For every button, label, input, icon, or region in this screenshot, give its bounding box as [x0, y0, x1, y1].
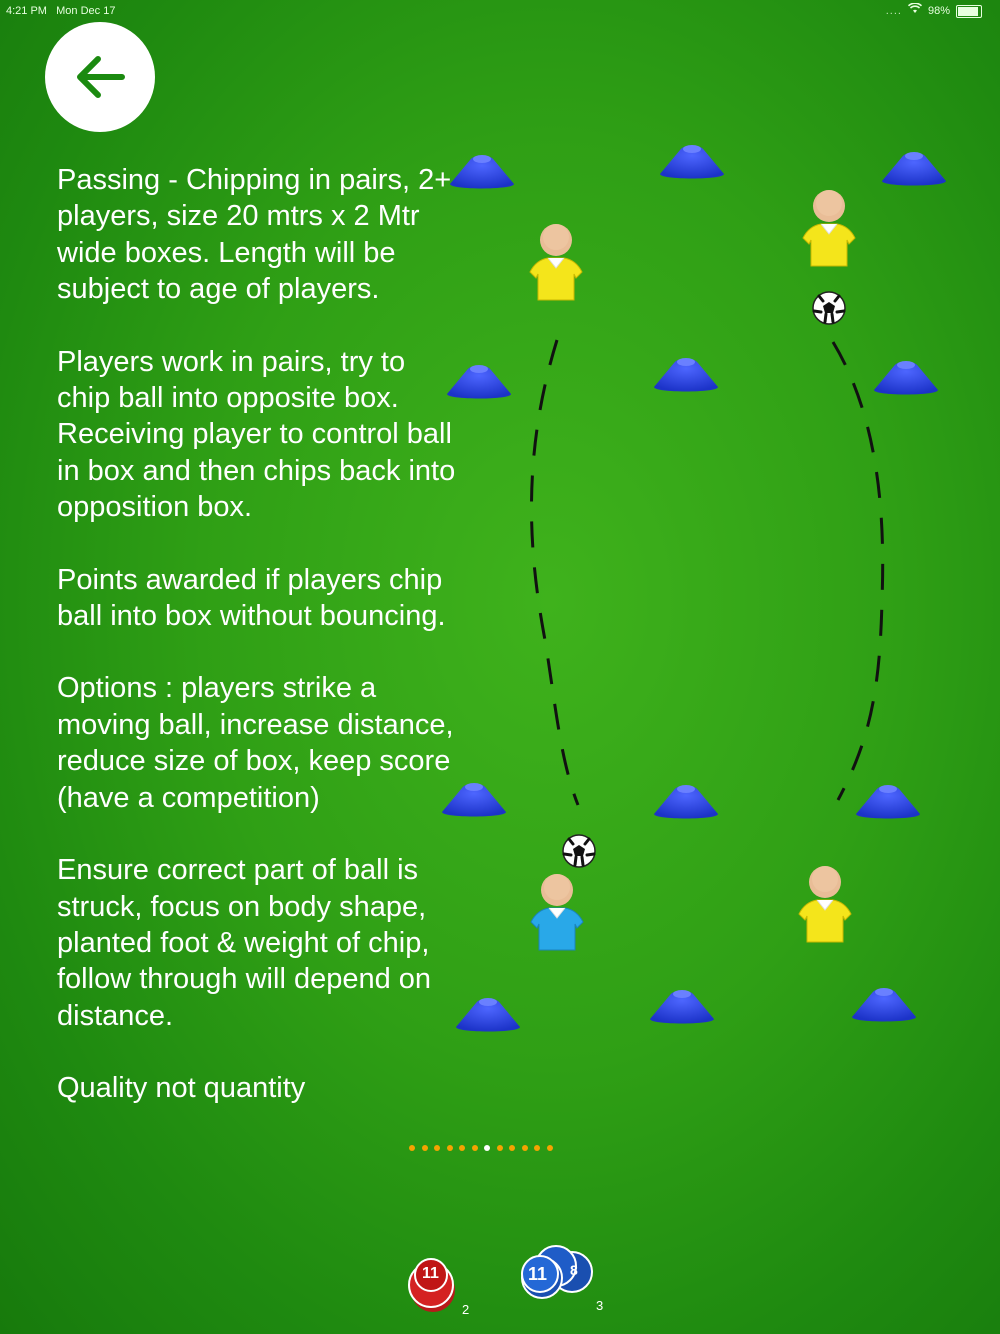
page-dot[interactable] — [447, 1145, 453, 1151]
cone-icon — [654, 358, 718, 392]
blue-token-number: 11 — [528, 1264, 548, 1284]
cone-icon — [450, 155, 514, 189]
instruction-play: Players work in pairs, try to chip ball into opposite box. Receiving player to control ball in box and then chips back into opposition box. — [57, 345, 456, 524]
page-dot[interactable] — [522, 1145, 528, 1151]
blue-token-label: 3 — [596, 1298, 604, 1313]
page-indicator[interactable] — [409, 1145, 553, 1151]
battery-percent: 98% — [927, 5, 950, 17]
soccer-ball-icon — [813, 292, 845, 324]
soccer-ball-icon — [563, 835, 595, 867]
pass-path-left — [531, 340, 578, 805]
instruction-options: Options : players strike a moving ball, increase distance, reduce size of box, keep score (have a competition) — [57, 672, 454, 814]
page-dot[interactable] — [459, 1145, 465, 1151]
cone-icon — [660, 145, 724, 179]
page-dot[interactable] — [472, 1145, 478, 1151]
cone-icon — [856, 785, 920, 819]
page-dot[interactable] — [497, 1145, 503, 1151]
red-token-label: 2 — [462, 1302, 470, 1317]
page-dot[interactable] — [484, 1145, 490, 1151]
blue-token-back-number: 8 — [570, 1262, 578, 1278]
page-dot[interactable] — [434, 1145, 440, 1151]
cone-icon — [442, 783, 506, 817]
blue-team-token[interactable] — [510, 1242, 610, 1322]
instruction-technique: Ensure correct part of ball is struck, focus on body shape, planted foot & weight of chip, follow through will depend on distance. — [57, 854, 432, 1032]
cone-icon — [874, 361, 938, 395]
cone-icon — [852, 988, 916, 1022]
cone-icon — [650, 990, 714, 1024]
page-dot[interactable] — [509, 1145, 515, 1151]
page-dot[interactable] — [547, 1145, 553, 1151]
cone-icon — [882, 152, 946, 186]
signal-icon: .... — [885, 5, 902, 17]
player-yellow-icon — [530, 224, 582, 300]
cone-icon — [654, 785, 718, 819]
pass-path-right — [833, 342, 883, 800]
instruction-quality: Quality not quantity — [57, 1072, 306, 1105]
cone-icon — [447, 365, 511, 399]
status-time: 4:21 PM Mon Dec 17 — [6, 5, 116, 17]
player-yellow-icon — [799, 866, 851, 942]
page-dot[interactable] — [534, 1145, 540, 1151]
page-dot[interactable] — [409, 1145, 415, 1151]
cone-icon — [456, 998, 520, 1032]
instruction-setup: Passing - Chipping in pairs, 2+ players, size 20 mtrs x 2 Mtr wide boxes. Length will be subject to age of players. — [57, 164, 452, 306]
page-dot[interactable] — [422, 1145, 428, 1151]
red-token-number: 11 — [422, 1265, 439, 1282]
player-yellow-icon — [803, 190, 855, 266]
player-blue-icon — [531, 874, 583, 950]
instruction-points: Points awarded if players chip ball into box without bouncing. — [57, 563, 446, 633]
red-team-token[interactable] — [402, 1257, 472, 1327]
